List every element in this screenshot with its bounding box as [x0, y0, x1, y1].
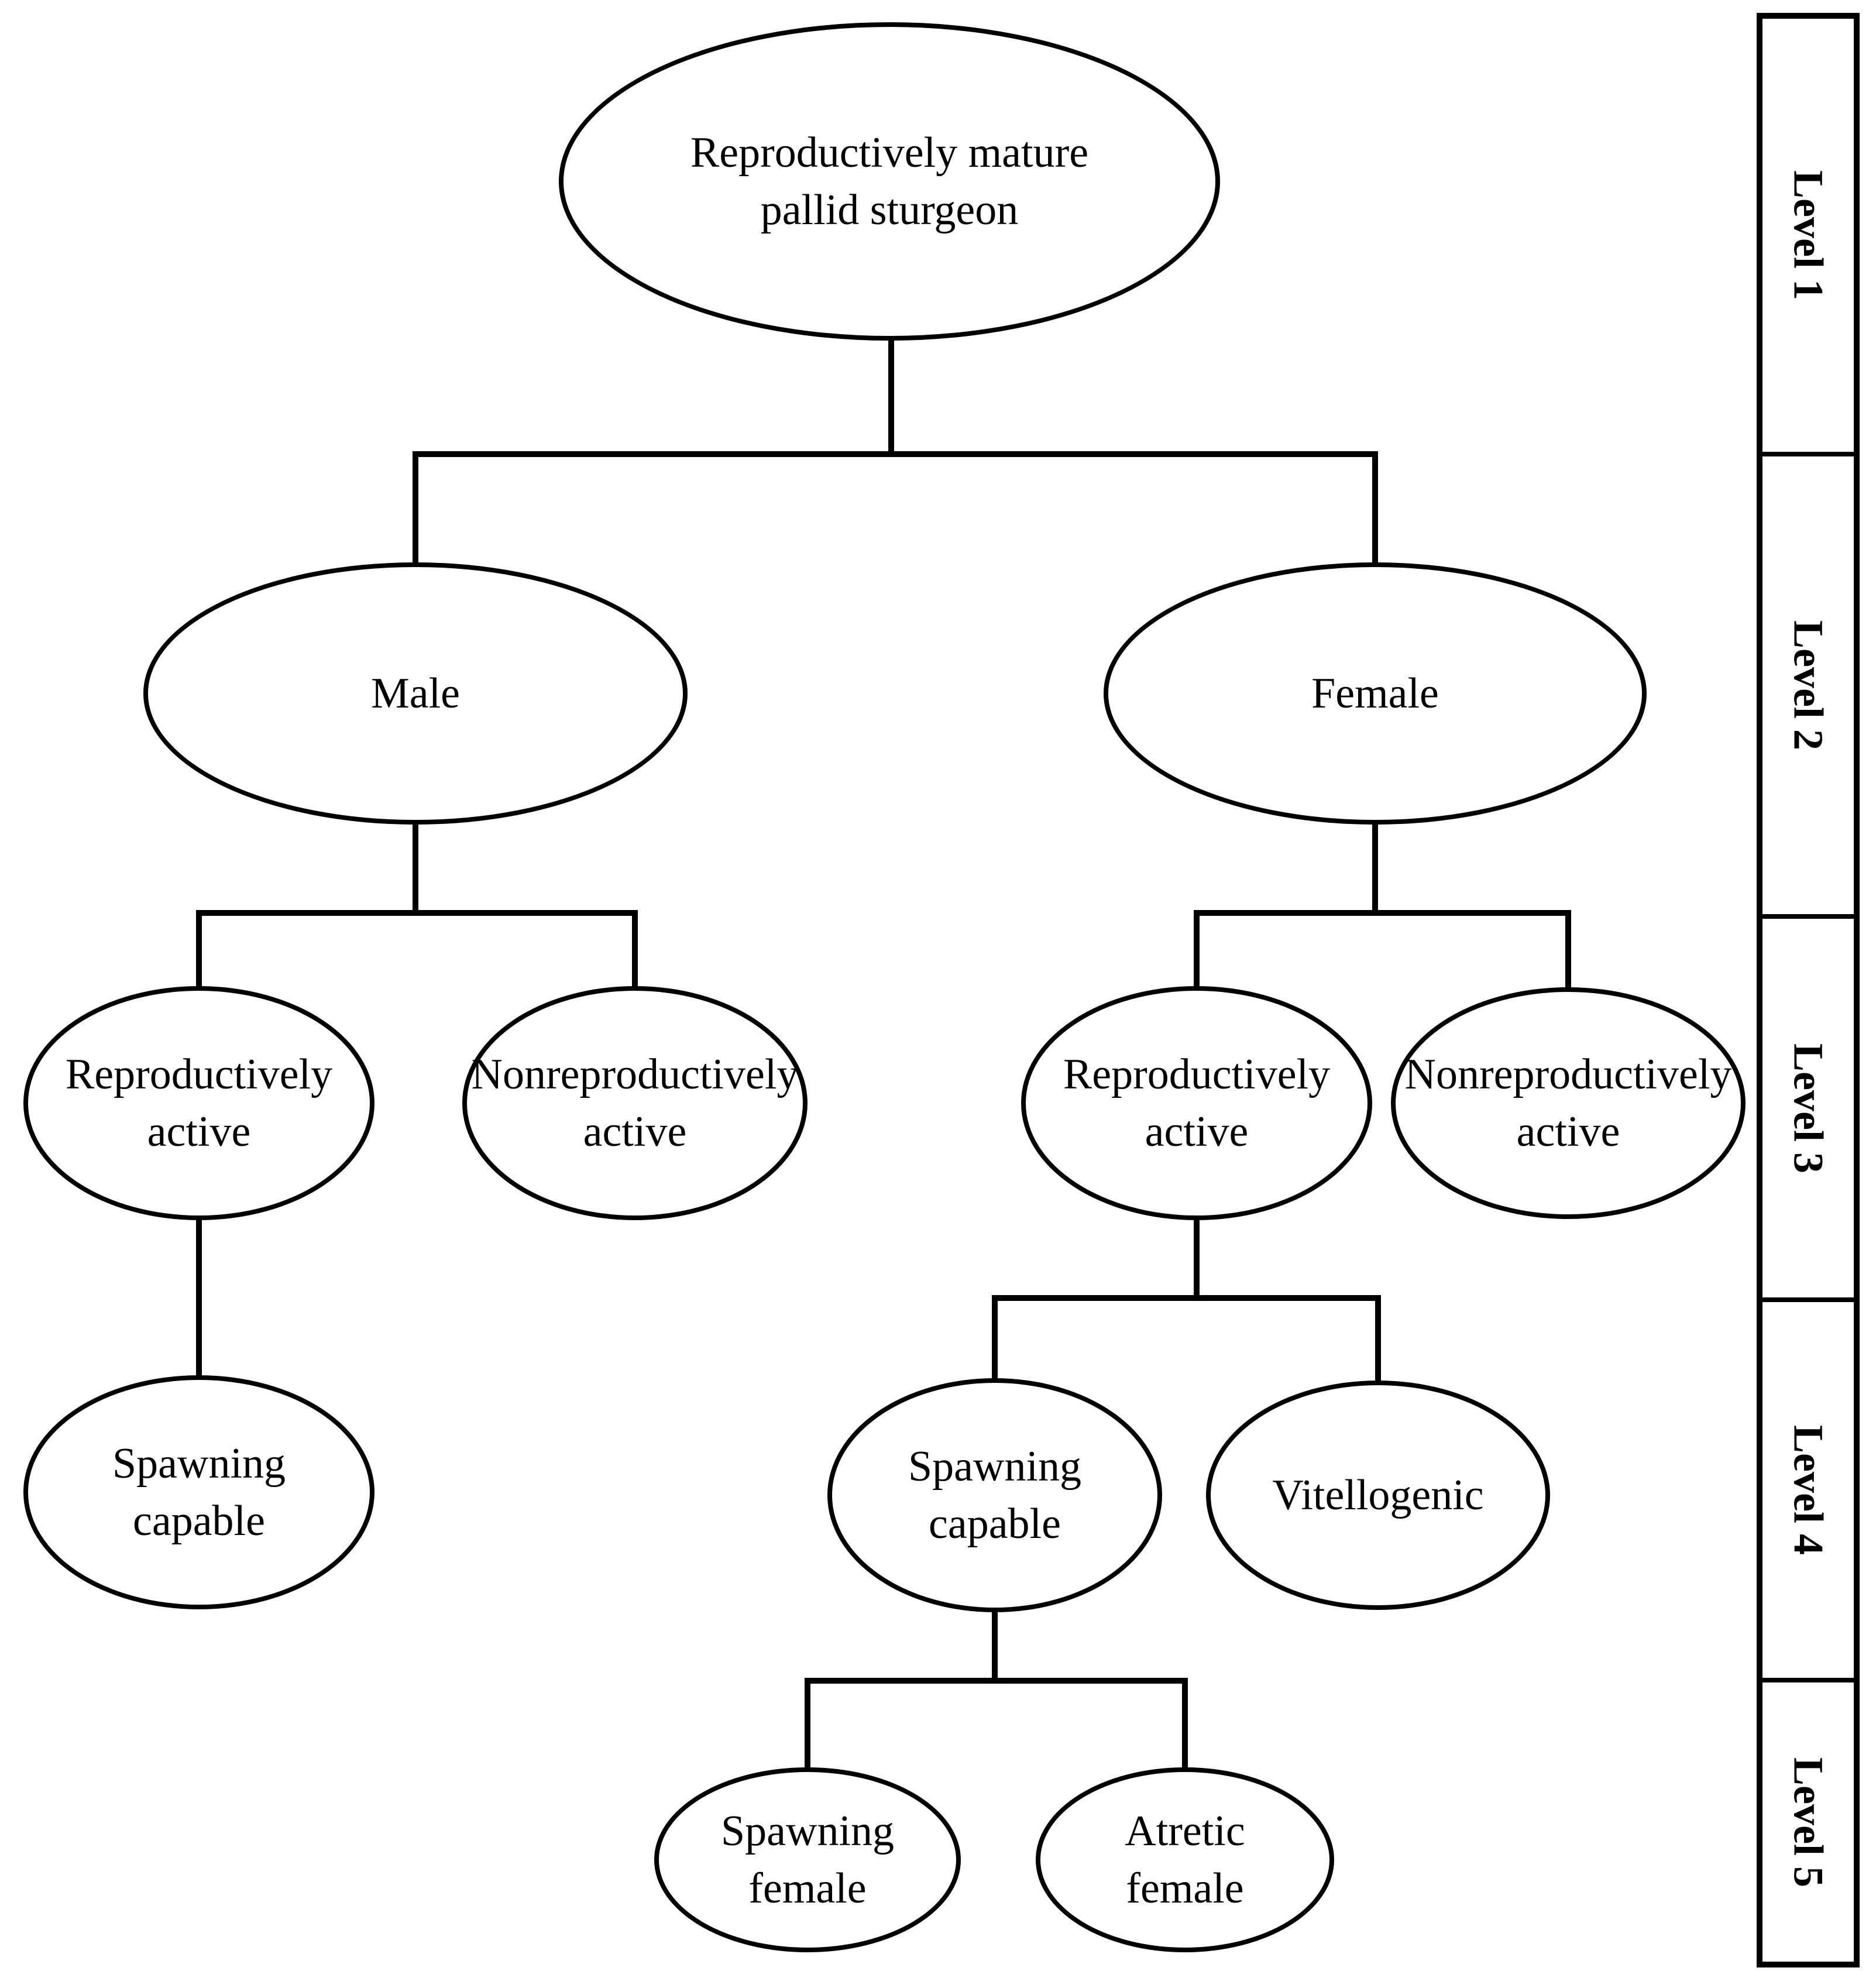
- level-2-label: Level 2: [1785, 620, 1832, 750]
- node-label-line: active: [583, 1108, 687, 1156]
- node-male-nonreproductively-active: [462, 986, 808, 1220]
- node-label-line: Spawning: [112, 1440, 286, 1488]
- level-scale-column: [1757, 13, 1860, 1967]
- node-label-line: Reproductively: [65, 1050, 333, 1098]
- node-female-spawning-capable: [827, 1378, 1162, 1612]
- node-female: [1104, 562, 1647, 825]
- node-female-reproductively-active: [1021, 986, 1372, 1220]
- node-female-nonreproductively-active: [1391, 987, 1746, 1219]
- node-label-line: capable: [133, 1497, 265, 1545]
- level-cell-4: [1762, 1297, 1854, 1678]
- node-label-line: female: [748, 1864, 867, 1912]
- node-label-line: Female: [1311, 669, 1439, 717]
- node-label-line: active: [147, 1108, 251, 1156]
- node-label-line: Atretic: [1125, 1807, 1245, 1855]
- node-label-line: active: [1145, 1108, 1249, 1156]
- level-1-label: Level 1: [1785, 170, 1832, 300]
- node-atretic-female: [1036, 1767, 1334, 1952]
- level-4-label: Level 4: [1785, 1425, 1832, 1555]
- level-cell-1: [1762, 19, 1854, 452]
- node-label-line: pallid sturgeon: [760, 186, 1019, 234]
- level-5-label: Level 5: [1785, 1757, 1832, 1887]
- node-label-line: Vitellogenic: [1272, 1471, 1484, 1519]
- node-label-line: Nonreproductively: [1404, 1050, 1732, 1098]
- node-label-line: Male: [370, 669, 461, 717]
- level-cell-3: [1762, 914, 1854, 1297]
- node-spawning-female: [654, 1767, 961, 1952]
- node-label-line: Spawning: [908, 1443, 1081, 1491]
- node-reproductively-mature-pallid-sturgeon: [559, 22, 1220, 341]
- node-vitellogenic: [1206, 1381, 1550, 1610]
- node-label-line: Reproductively mature: [690, 129, 1089, 177]
- node-male-spawning-capable: [23, 1375, 374, 1609]
- node-male-reproductively-active: [23, 986, 374, 1220]
- level-cell-2: [1762, 452, 1854, 914]
- level-cell-5: [1762, 1678, 1854, 1962]
- node-label-line: Nonreproductively: [471, 1050, 799, 1098]
- node-label-line: Spawning: [721, 1807, 894, 1855]
- level-3-label: Level 3: [1785, 1043, 1832, 1173]
- node-label-line: capable: [929, 1500, 1061, 1548]
- node-male: [143, 562, 688, 825]
- node-label-line: female: [1126, 1864, 1244, 1912]
- node-label-line: active: [1516, 1108, 1620, 1156]
- node-label-line: Reproductively: [1063, 1050, 1331, 1098]
